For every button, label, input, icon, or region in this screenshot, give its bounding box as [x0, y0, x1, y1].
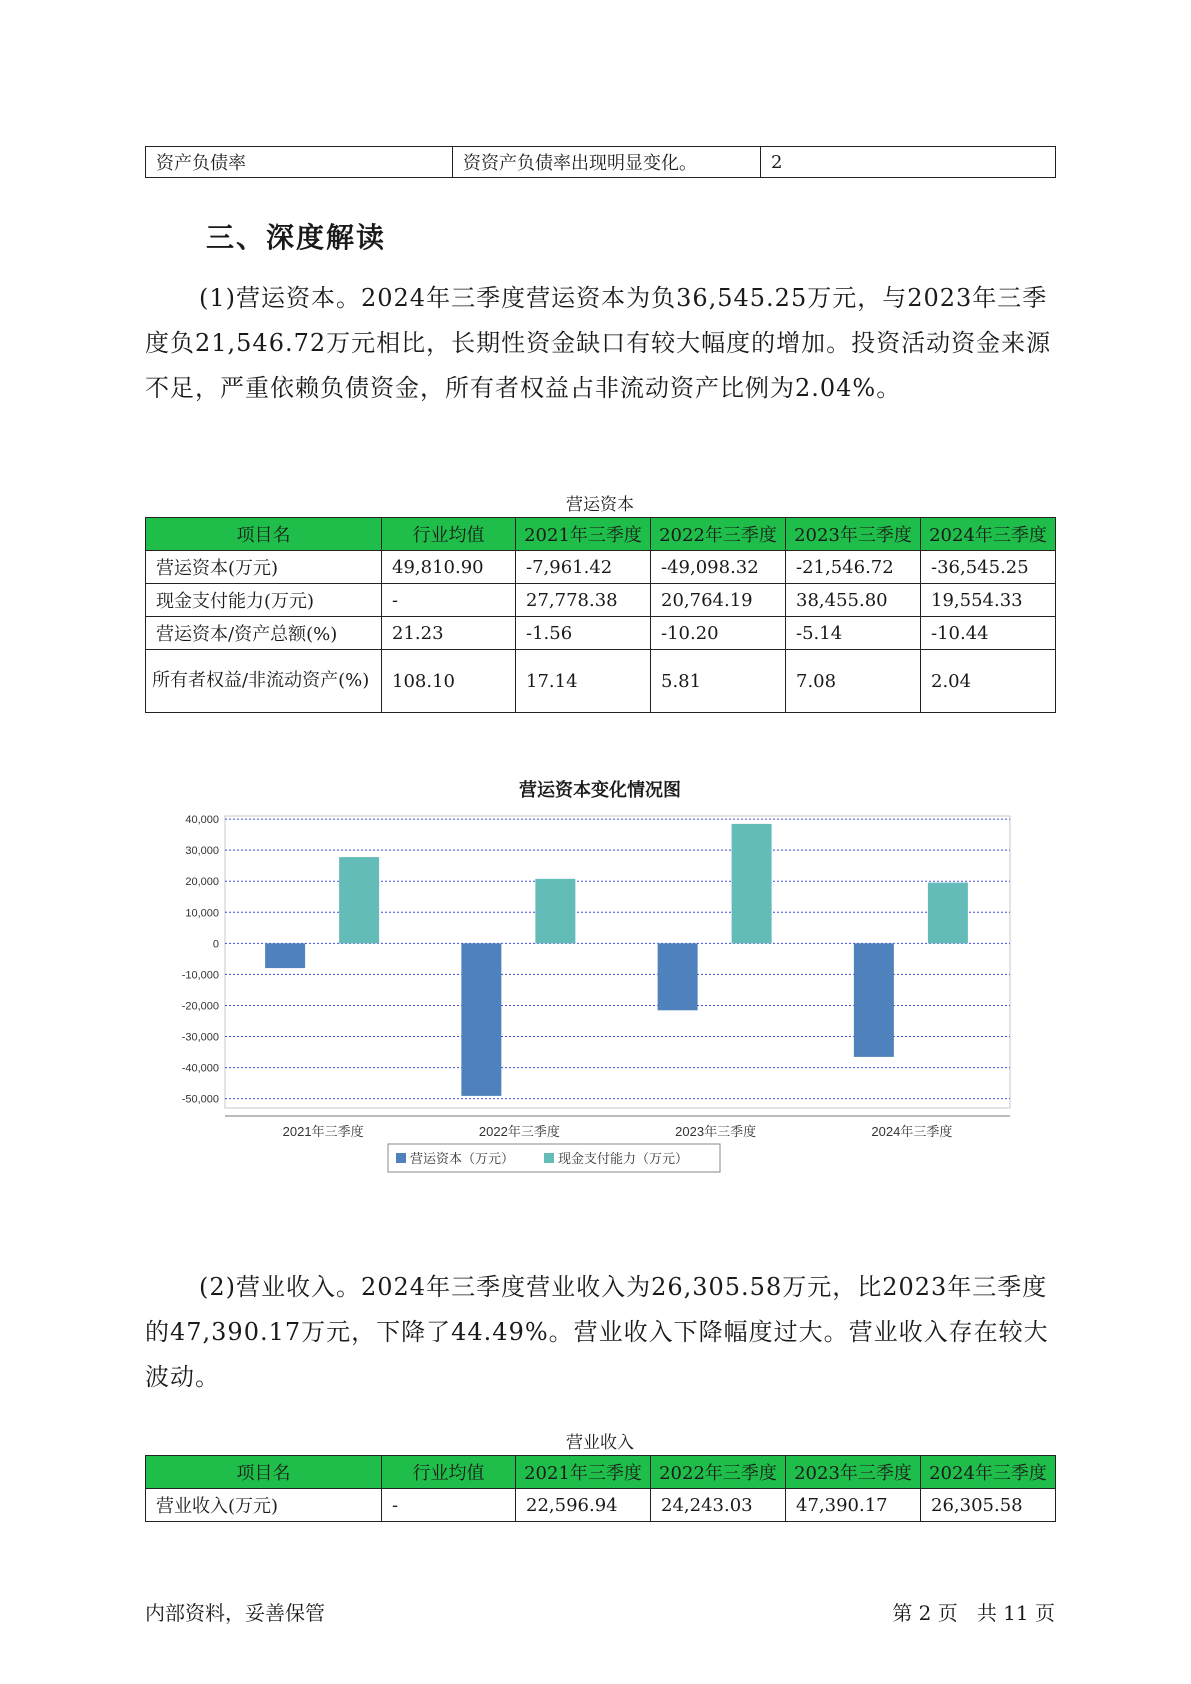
table-cell: 所有者权益/非流动资产(%) [146, 650, 382, 713]
column-header: 项目名 [146, 518, 382, 551]
paragraph-revenue [145, 1265, 1060, 1400]
working-capital-chart [160, 808, 1040, 1218]
table-row [146, 551, 1056, 584]
table-cell: 19,554.33 [921, 584, 1056, 617]
legend-swatch [396, 1153, 406, 1163]
table-row [146, 617, 1056, 650]
column-header: 2024年三季度 [921, 518, 1056, 551]
bar-cash-payment-3 [928, 883, 968, 944]
y-tick-label: 20,000 [185, 876, 219, 889]
table-row [146, 584, 1056, 617]
y-tick-label: -40,000 [181, 1062, 219, 1075]
revenue-table [145, 1455, 1056, 1522]
bar-cash-payment-1 [535, 879, 575, 944]
table-cell: 20,764.19 [651, 584, 786, 617]
table-cell: - [382, 1489, 516, 1522]
table-cell: 现金支付能力(万元) [146, 584, 382, 617]
y-tick-label: 0 [212, 938, 219, 951]
table-cell: 营运资本/资产总额(%) [146, 617, 382, 650]
table-header-row [146, 1456, 1056, 1489]
table-cell: -10.20 [651, 617, 786, 650]
table-cell: -10.44 [921, 617, 1056, 650]
footer-page-number: 第 2 页 共 11 页 [892, 1601, 1055, 1625]
x-tick-label: 2022年三季度 [478, 1124, 560, 1139]
table-cell: 24,243.03 [651, 1489, 786, 1522]
table-cell: 22,596.94 [516, 1489, 651, 1522]
paragraph-text: (1)营运资本。2024年三季度营运资本为负36,545.25万元，与2023年三季度负21,546.72万元相比，长期性资金缺口有较大幅度的增加。投资活动资金来源不足，严重依赖负债资金，所有者权益占非流动资产比例为2.04%。 [145, 284, 1052, 402]
column-header: 行业均值 [382, 1456, 516, 1489]
legend-label: 现金支付能力（万元） [558, 1151, 689, 1166]
table-cell: 2 [761, 147, 1056, 178]
section-heading: 三、深度解读 [206, 221, 387, 254]
table-cell: 27,778.38 [516, 584, 651, 617]
x-tick-label: 2024年三季度 [871, 1124, 953, 1139]
column-header: 2023年三季度 [786, 1456, 921, 1489]
table-cell: 2.04 [921, 650, 1056, 713]
table-caption: 营业收入 [566, 1433, 634, 1453]
table-cell: 49,810.90 [382, 551, 516, 584]
y-tick-label: 40,000 [185, 814, 219, 827]
y-tick-label: -50,000 [181, 1093, 219, 1106]
bar-cash-payment-0 [339, 857, 379, 943]
paragraph-text: (2)营业收入。2024年三季度营业收入为26,305.58万元，比2023年三季度的47,390.17万元，下降了44.49%。营业收入下降幅度过大。营业收入存在较大波动。 [145, 1273, 1049, 1391]
table-caption: 营运资本 [566, 495, 634, 515]
table-cell: -7,961.42 [516, 551, 651, 584]
column-header: 2023年三季度 [786, 518, 921, 551]
table-cell: -5.14 [786, 617, 921, 650]
legend-swatch [544, 1153, 554, 1163]
table-cell: 38,455.80 [786, 584, 921, 617]
bar-cash-payment-2 [732, 824, 772, 943]
bar-working-capital-1 [461, 943, 501, 1096]
table-row [146, 1489, 1056, 1522]
table-cell: -36,545.25 [921, 551, 1056, 584]
y-tick-label: -20,000 [181, 1000, 219, 1013]
table-cell: 营运资本(万元) [146, 551, 382, 584]
column-header: 行业均值 [382, 518, 516, 551]
table-cell: 营业收入(万元) [146, 1489, 382, 1522]
y-tick-label: 10,000 [185, 907, 219, 920]
table-cell: 108.10 [382, 650, 516, 713]
table-row [146, 650, 1056, 713]
table-cell: 资产负债率 [146, 147, 453, 178]
table-cell: 资资产负债率出现明显变化。 [453, 147, 761, 178]
y-tick-label: -30,000 [181, 1031, 219, 1044]
column-header: 2022年三季度 [651, 518, 786, 551]
table-row [146, 147, 1056, 178]
column-header: 2022年三季度 [651, 1456, 786, 1489]
footer-confidential-note: 内部资料，妥善保管 [145, 1601, 325, 1625]
x-tick-label: 2023年三季度 [675, 1124, 757, 1139]
column-header: 2024年三季度 [921, 1456, 1056, 1489]
table-cell: 21.23 [382, 617, 516, 650]
table-cell: - [382, 584, 516, 617]
bar-working-capital-3 [854, 943, 894, 1057]
chart-title: 营运资本变化情况图 [519, 780, 681, 801]
column-header: 2021年三季度 [516, 1456, 651, 1489]
table-cell: -21,546.72 [786, 551, 921, 584]
table-cell: 47,390.17 [786, 1489, 921, 1522]
table-cell: 5.81 [651, 650, 786, 713]
paragraph-working-capital [145, 276, 1060, 411]
table-cell: 17.14 [516, 650, 651, 713]
column-header: 2021年三季度 [516, 518, 651, 551]
column-header: 项目名 [146, 1456, 382, 1489]
working-capital-table [145, 517, 1056, 713]
table-header-row [146, 518, 1056, 551]
bar-working-capital-2 [658, 943, 698, 1010]
x-tick-label: 2021年三季度 [282, 1124, 364, 1139]
table-cell: -1.56 [516, 617, 651, 650]
risk-indicator-table [145, 146, 1056, 178]
legend-label: 营运资本（万元） [410, 1151, 515, 1166]
y-tick-label: -10,000 [181, 969, 219, 982]
table-cell: 26,305.58 [921, 1489, 1056, 1522]
table-cell: -49,098.32 [651, 551, 786, 584]
table-cell: 7.08 [786, 650, 921, 713]
y-tick-label: 30,000 [185, 845, 219, 858]
bar-working-capital-0 [265, 943, 305, 968]
